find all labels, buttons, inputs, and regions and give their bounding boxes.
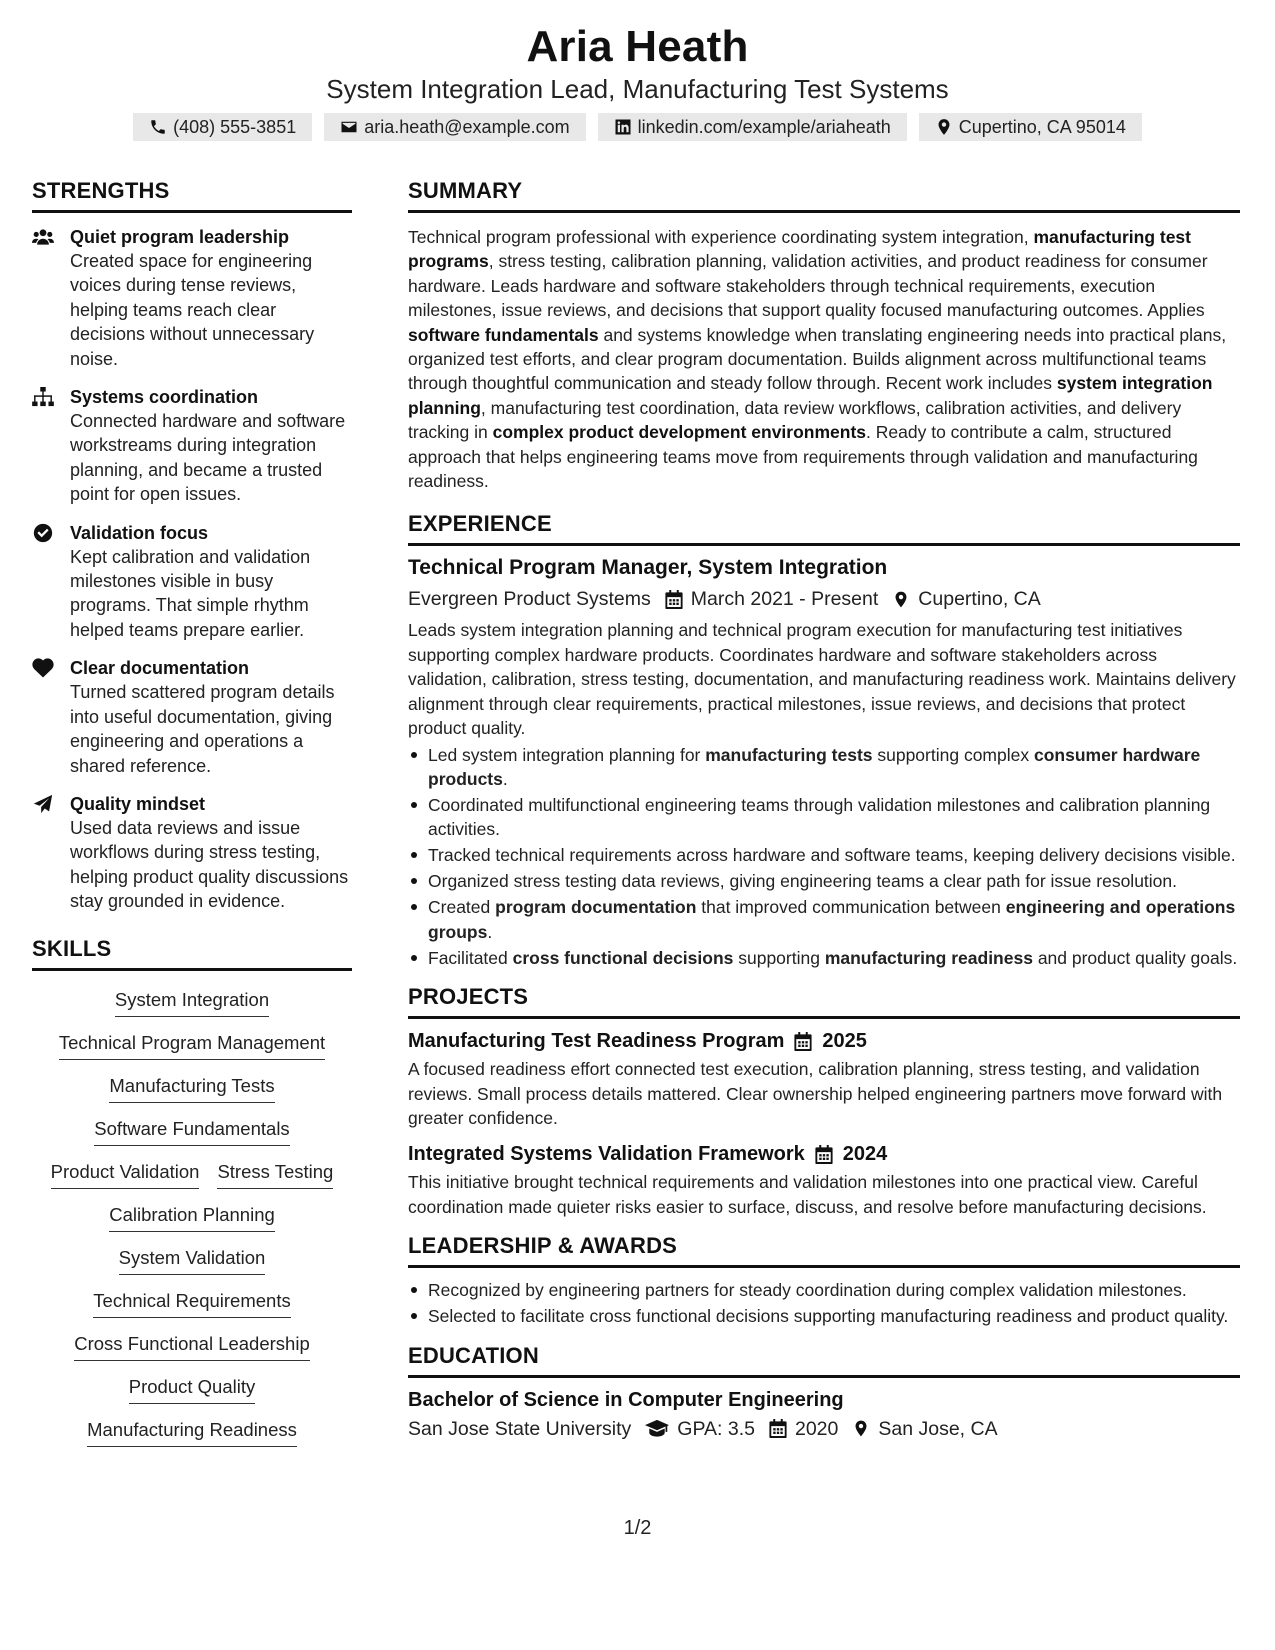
- skills-list: [32, 987, 352, 1447]
- education-location: San Jose, CA: [878, 1417, 998, 1440]
- job-bullet: Coordinated multifunctional engineering teams through validation milestones and calibration planning activities.: [408, 793, 1240, 842]
- job-bullet: Led system integration planning for manufacturing tests supporting complex consumer hardware products.: [408, 743, 1240, 792]
- experience-heading: EXPERIENCE: [408, 511, 1240, 546]
- job-bullets: [408, 743, 1240, 971]
- strength-item: [32, 656, 352, 778]
- education-heading: EDUCATION: [408, 1343, 1240, 1378]
- leadership-bullet: Recognized by engineering partners for steady coordination during complex validation milestones.: [408, 1278, 1240, 1302]
- strength-item: [32, 385, 352, 507]
- strength-title: Quiet program leadership: [70, 227, 290, 247]
- skill-tag: Technical Program Management: [59, 1030, 325, 1060]
- project-title: Integrated Systems Validation Framework: [408, 1143, 805, 1166]
- education-year: 2020: [794, 1417, 839, 1440]
- job-bullet: Organized stress testing data reviews, giving engineering teams a clear path for issue resolution.: [408, 869, 1240, 893]
- skill-tag: Technical Requirements: [93, 1288, 290, 1318]
- left-column: [32, 178, 352, 1447]
- job-meta: [408, 586, 1240, 612]
- skill-tag: Cross Functional Leadership: [74, 1331, 310, 1361]
- contact-location: [919, 113, 1142, 141]
- strength-item: [32, 792, 352, 914]
- phone-icon: [149, 118, 167, 136]
- calendar-icon: [769, 1419, 787, 1438]
- education-degree: Bachelor of Science in Computer Engineering: [408, 1388, 844, 1411]
- strength-title: Validation focus: [70, 522, 209, 543]
- map-pin-icon: [892, 590, 910, 609]
- linkedin-icon: [614, 118, 632, 136]
- contact-phone[interactable]: [133, 113, 312, 141]
- strength-item: [32, 225, 352, 371]
- strength-title: Systems coordination: [70, 387, 259, 408]
- users-icon: [32, 227, 54, 247]
- contact-linkedin[interactable]: [598, 113, 907, 141]
- project-title: Manufacturing Test Readiness Program: [408, 1030, 785, 1053]
- contact-location-text: Cupertino, CA 95014: [958, 116, 1126, 137]
- skill-tag: Stress Testing: [217, 1159, 333, 1189]
- job-bullet: Tracked technical requirements across hardware and software teams, keeping delivery decisions visible.: [408, 843, 1240, 867]
- map-pin-icon: [852, 1419, 870, 1438]
- leadership-bullets: [408, 1278, 1240, 1328]
- strength-desc: Created space for engineering voices during tense reviews, helping teams reach clear decisions without unnecessary noise.: [70, 251, 315, 369]
- strength-title: Clear documentation: [70, 658, 250, 679]
- strengths-heading: STRENGTHS: [32, 178, 352, 213]
- strength-title: Quality mindset: [70, 793, 206, 814]
- strength-item: [32, 521, 352, 643]
- job-title: Technical Program Manager, System Integration: [408, 556, 888, 580]
- project-desc: This initiative brought technical requirements and validation milestones into one practical view. Careful coordination made quieter risks easier to surface, discuss, and resolve before manufacturing decisions.: [408, 1172, 1207, 1217]
- strength-desc: Kept calibration and validation milestones visible in busy programs. That simple rhythm helped teams prepare earlier.: [70, 546, 311, 640]
- check-circle-icon: [32, 523, 54, 543]
- skill-tag: Product Validation: [51, 1159, 200, 1189]
- skill-tag: System Validation: [119, 1245, 266, 1275]
- leadership-heading: LEADERSHIP & AWARDS: [408, 1233, 1240, 1268]
- contact-bar: [0, 113, 1275, 141]
- leadership-bullet: Selected to facilitate cross functional decisions supporting manufacturing readiness and product quality.: [408, 1304, 1240, 1328]
- strength-desc: Connected hardware and software workstreams during integration planning, and became a trusted point for open issues.: [70, 411, 346, 505]
- skill-tag: Manufacturing Readiness: [87, 1417, 297, 1447]
- skill-tag: Calibration Planning: [109, 1202, 275, 1232]
- job-description: Leads system integration planning and technical program execution for manufacturing test initiatives supporting complex hardware products. Coordinates hardware and software stakeholders across validation, calibration, stress testing, documentation, and manufacturing readiness work. Maintains delivery alignment through clear requirements, practical milestones, issue reviews, and decisions that protect product quality.: [408, 620, 1236, 739]
- job-bullet: Created program documentation that improved communication between engineering and operations groups.: [408, 895, 1240, 944]
- project-year: 2024: [842, 1143, 888, 1166]
- right-column: [408, 178, 1240, 1448]
- strength-desc: Used data reviews and issue workflows during stress testing, helping product quality discussions stay grounded in evidence.: [70, 817, 349, 912]
- project-desc: A focused readiness effort connected test execution, calibration planning, stress testing, and validation reviews. Small process details mattered. Clear ownership helped engineering partners move forward with greater confidence.: [408, 1059, 1223, 1128]
- project-item: [408, 1027, 1240, 1130]
- education-school: San Jose State University: [408, 1417, 632, 1440]
- candidate-name: Aria Heath: [526, 22, 749, 71]
- project-item: [408, 1140, 1240, 1219]
- skill-tag: Software Fundamentals: [94, 1116, 289, 1146]
- page-number: 1/2: [623, 1517, 652, 1539]
- job-dates: March 2021 - Present: [690, 588, 879, 611]
- contact-phone-text: (408) 555-3851: [173, 116, 297, 137]
- job-bullet: Facilitated cross functional decisions supporting manufacturing readiness and product quality goals.: [408, 946, 1240, 970]
- strength-desc: Turned scattered program details into useful documentation, giving engineering and operations a shared reference.: [70, 682, 335, 776]
- education-meta: [408, 1416, 1240, 1442]
- candidate-role: System Integration Lead, Manufacturing Test Systems: [326, 74, 949, 104]
- graduation-cap-icon: [645, 1419, 669, 1438]
- job-company: Evergreen Product Systems: [408, 588, 651, 611]
- sitemap-icon: [32, 387, 54, 407]
- paper-plane-icon: [32, 794, 54, 814]
- heart-icon: [32, 658, 54, 678]
- calendar-icon: [794, 1032, 812, 1051]
- skills-heading: SKILLS: [32, 936, 352, 971]
- contact-linkedin-text: linkedin.com/example/ariaheath: [637, 116, 891, 137]
- envelope-icon: [340, 118, 358, 136]
- contact-email-text: aria.heath@example.com: [364, 116, 570, 137]
- summary-heading: SUMMARY: [408, 178, 1240, 213]
- calendar-icon: [665, 590, 683, 609]
- calendar-icon: [815, 1145, 833, 1164]
- skill-tag: System Integration: [115, 987, 269, 1017]
- education-gpa: GPA: 3.5: [677, 1417, 755, 1440]
- skill-tag: Manufacturing Tests: [109, 1073, 274, 1103]
- summary-text: Technical program professional with experience coordinating system integration, manufacturing test programs, stress testing, calibration planning, validation activities, and product readiness for consumer hardware. Leads hardware and software stakeholders through technical requirements, execution milestones, issue reviews, and decisions that support quality focused manufacturing outcomes. Applies software fundamentals and systems knowledge when translating engineering needs into practical plans, organized test efforts, and clear program documentation. Builds alignment across multifunctional teams through thoughtful communication and steady follow through. Recent work includes system integration planning, manufacturing test coordination, data review workflows, calibration activities, and delivery tracking in complex product development environments. Ready to contribute a calm, structured approach that helps engineering teams move from requirements through validation and manufacturing readiness.: [408, 227, 1227, 492]
- project-year: 2025: [822, 1030, 867, 1053]
- skill-tag: Product Quality: [129, 1374, 255, 1404]
- projects-heading: PROJECTS: [408, 984, 1240, 1019]
- job-location: Cupertino, CA: [918, 588, 1041, 611]
- contact-email[interactable]: [324, 113, 585, 141]
- map-pin-icon: [935, 118, 953, 136]
